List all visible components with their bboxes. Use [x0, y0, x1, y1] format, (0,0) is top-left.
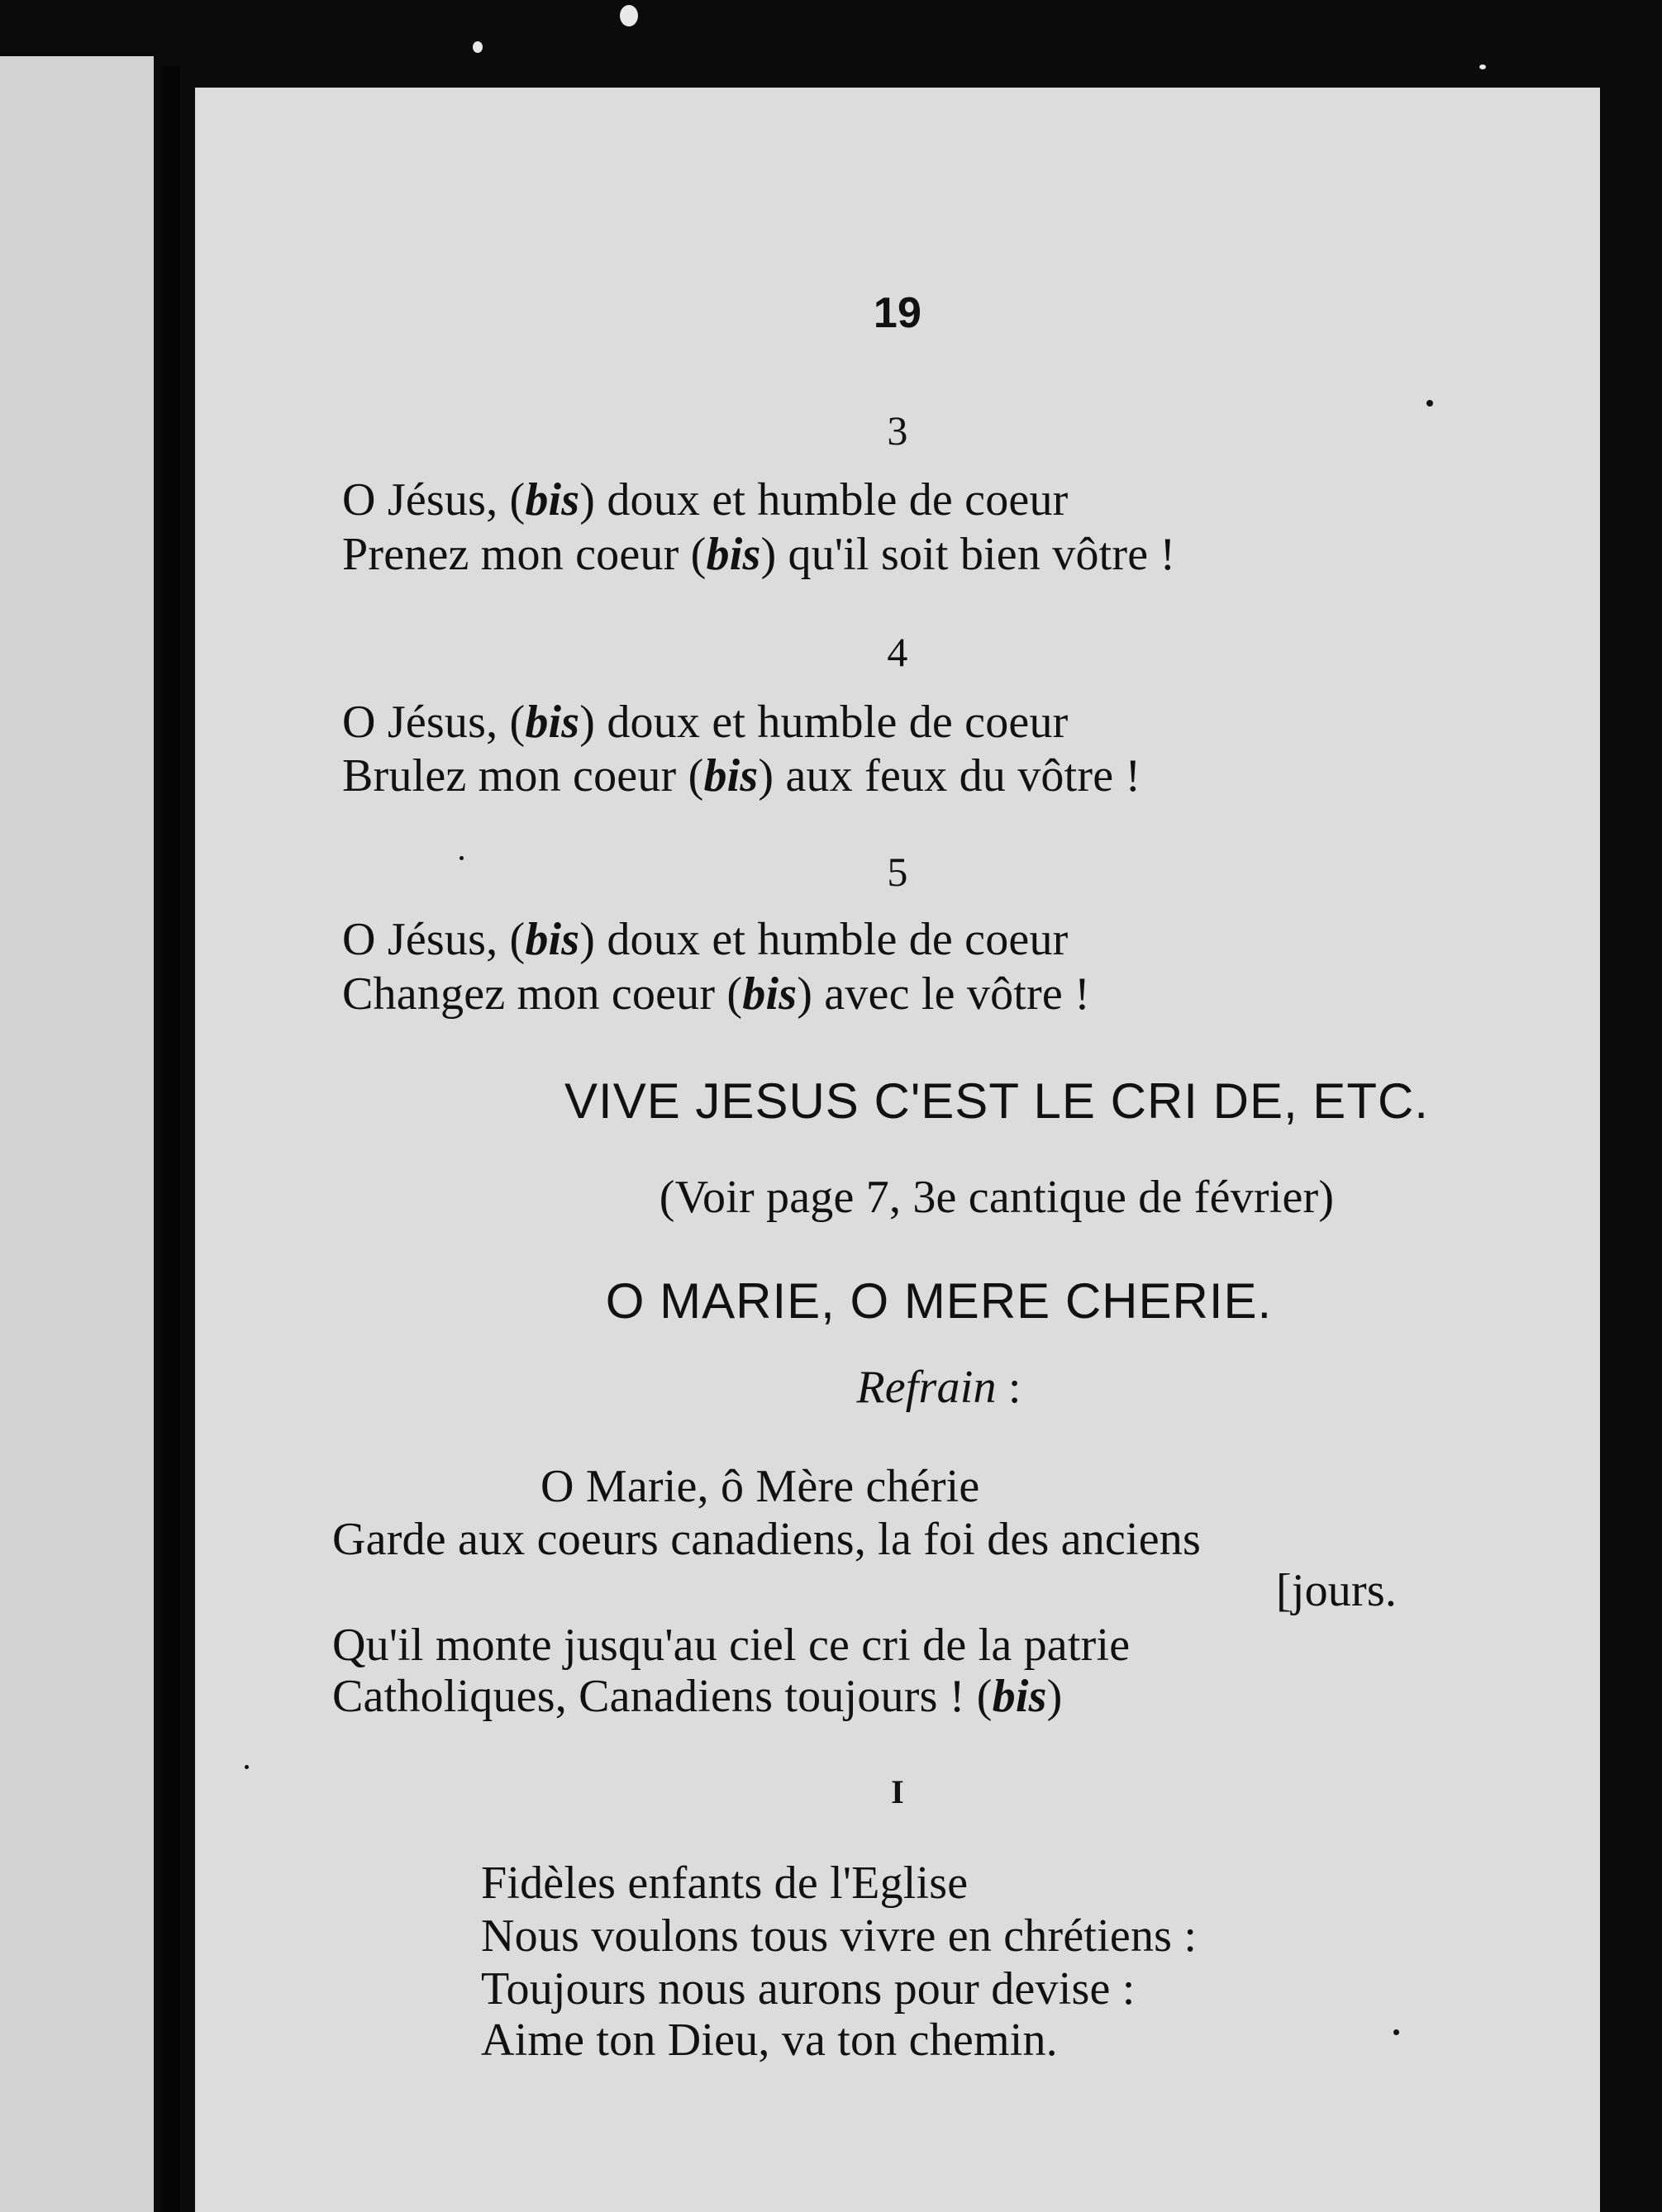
verse-line: Changez mon coeur (bis) avec le vôtre !	[342, 968, 1090, 1020]
hymn-title: O MARIE, O MERE CHERIE.	[605, 1273, 1273, 1329]
hymn-reference: (Voir page 7, 3e cantique de février)	[659, 1172, 1335, 1223]
stanza-line: Aime ton Dieu, va ton chemin.	[481, 2015, 1058, 2066]
verse-line: O Jésus, (bis) doux et humble de coeur	[342, 697, 1069, 748]
verse-line: O Jésus, (bis) doux et humble de coeur	[342, 914, 1069, 965]
page-number: 19	[873, 289, 922, 337]
adjacent-page-edge	[0, 56, 154, 2212]
verse-number: 5	[887, 849, 908, 895]
stanza-line: Fidèles enfants de l'Eglise	[481, 1858, 969, 1909]
verse-line: Prenez mon coeur (bis) qu'il soit bien vôtre !	[342, 529, 1176, 580]
stanza-line: Toujours nous aurons pour devise :	[481, 1963, 1136, 2015]
refrain-label: Refrain :	[856, 1362, 1021, 1413]
refrain-line: [jours.	[1276, 1565, 1398, 1616]
refrain-line: Garde aux coeurs canadiens, la foi des anciens	[332, 1514, 1201, 1565]
verse-line: O Jésus, (bis) doux et humble de coeur	[342, 474, 1069, 526]
scan-speck	[460, 856, 464, 860]
scan-speck	[620, 5, 638, 26]
binding-shadow	[162, 66, 180, 2212]
hymn-title: VIVE JESUS C'EST LE CRI DE, ETC.	[564, 1073, 1429, 1129]
refrain-line: O Marie, ô Mère chérie	[541, 1461, 980, 1512]
scan-speck	[473, 41, 483, 53]
verse-line: Brulez mon coeur (bis) aux feux du vôtre !	[342, 750, 1141, 802]
stanza-line: Nous voulons tous vivre en chrétiens :	[481, 1910, 1198, 1962]
scan-speck	[1393, 2029, 1399, 2035]
refrain-line: Catholiques, Canadiens toujours ! (bis)	[332, 1671, 1063, 1722]
verse-number: 3	[887, 407, 908, 454]
verse-number: 4	[887, 629, 908, 675]
scan-speck	[245, 1765, 249, 1769]
scan-speck	[1426, 400, 1433, 407]
book-page	[195, 88, 1600, 2212]
stanza-number: I	[891, 1773, 904, 1810]
scan-speck	[1479, 64, 1486, 69]
refrain-line: Qu'il monte jusqu'au ciel ce cri de la patrie	[332, 1620, 1131, 1671]
